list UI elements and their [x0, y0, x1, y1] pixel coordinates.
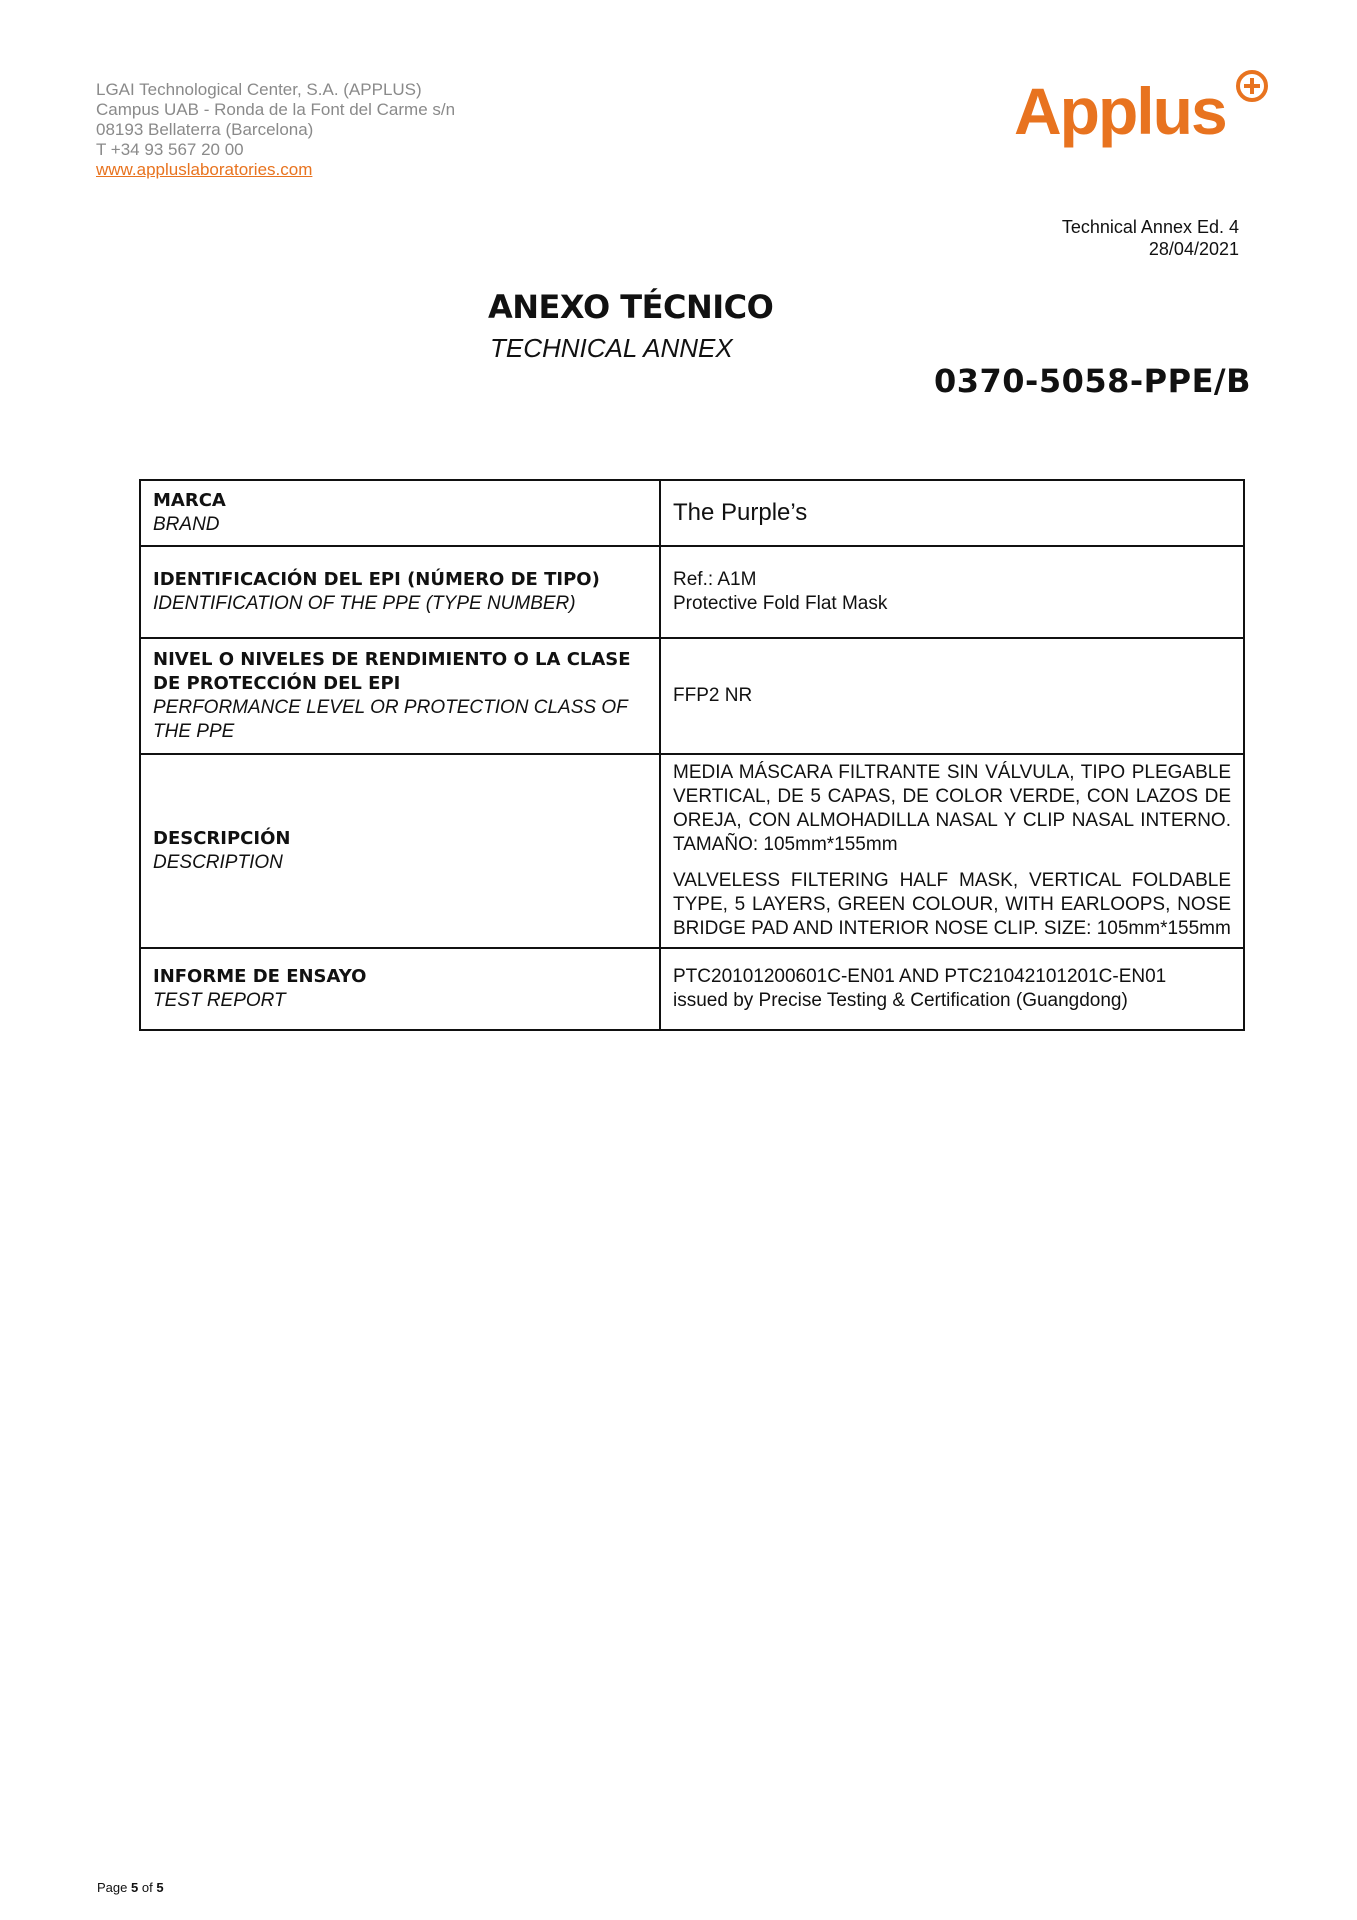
label-en: IDENTIFICATION OF THE PPE (TYPE NUMBER)	[153, 593, 576, 614]
value-cell	[660, 754, 1244, 948]
applus-logo	[1012, 66, 1272, 166]
plus-circle-icon	[1238, 72, 1266, 100]
page-current: 5	[131, 1880, 139, 1895]
label-es: IDENTIFICACIÓN DEL EPI (NÚMERO DE TIPO)	[153, 569, 600, 590]
annex-date: 28/04/2021	[1148, 239, 1239, 259]
table-row-identification	[140, 546, 1244, 638]
label-cell	[140, 638, 660, 754]
label-cell	[140, 546, 660, 638]
page-word: Page	[97, 1880, 128, 1895]
title-english: TECHNICAL ANNEX	[490, 333, 733, 363]
address-line: 08193 Bellaterra (Barcelona)	[96, 120, 314, 139]
test-report-issuer: issued by Precise Testing & Certification (Guangdong)	[673, 990, 1128, 1011]
reference-value: Ref.: A1M	[673, 569, 757, 590]
page-total: 5	[156, 1880, 164, 1895]
annex-edition-block	[1062, 216, 1239, 260]
document-code: 0370-5058-PPE/B	[933, 362, 1251, 400]
title-spanish: ANEXO TÉCNICO	[488, 288, 774, 326]
value-cell	[660, 638, 1244, 754]
label-es: INFORME DE ENSAYO	[153, 966, 367, 987]
label-en: TEST REPORT	[153, 990, 286, 1011]
label-es: NIVEL O NIVELES DE RENDIMIENTO O LA CLASE DE PROTECCIÓN DEL EPI	[153, 649, 631, 694]
label-cell	[140, 754, 660, 948]
logo-wordmark: Applus	[1014, 74, 1226, 148]
label-es: MARCA	[153, 490, 226, 511]
value-cell	[660, 948, 1244, 1030]
page-number	[97, 1880, 164, 1895]
address-line: T +34 93 567 20 00	[96, 140, 244, 159]
address-line: LGAI Technological Center, S.A. (APPLUS)	[96, 80, 422, 99]
of-word: of	[141, 1880, 153, 1895]
technical-annex-table	[139, 479, 1245, 1031]
label-es: DESCRIPCIÓN	[153, 828, 291, 849]
value-cell	[660, 546, 1244, 638]
address-line: Campus UAB - Ronda de la Font del Carme s/n	[96, 100, 456, 119]
table-row-protection-class	[140, 638, 1244, 754]
label-cell	[140, 948, 660, 1030]
table-row-test-report	[140, 948, 1244, 1030]
annex-edition: Technical Annex Ed. 4	[1061, 217, 1239, 237]
description-en: VALVELESS FILTERING HALF MASK, VERTICAL FOLDABLE TYPE, 5 LAYERS, GREEN COLOUR, WITH EARLOOPS, NOSE BRIDGE PAD AND INTERIOR NOSE CLIP. SIZE: 105mm*155mm	[673, 870, 1231, 939]
value-cell	[660, 480, 1244, 546]
description-es: MEDIA MÁSCARA FILTRANTE SIN VÁLVULA, TIPO PLEGABLE VERTICAL, DE 5 CAPAS, DE COLOR VERDE, CON LAZOS DE OREJA, CON ALMOHADILLA NASAL Y CLIP NASAL INTERNO. TAMAÑO: 105mm*155mm	[673, 762, 1231, 855]
website-link[interactable]: www.appluslaboratories.com	[96, 160, 313, 179]
label-en: DESCRIPTION	[153, 852, 283, 873]
product-name-value: Protective Fold Flat Mask	[673, 593, 888, 614]
company-address-block	[96, 80, 455, 180]
label-en: BRAND	[153, 514, 220, 535]
label-en: PERFORMANCE LEVEL OR PROTECTION CLASS OF THE PPE	[153, 697, 628, 742]
table-row-brand	[140, 480, 1244, 546]
brand-value: The Purple’s	[673, 499, 808, 526]
table-row-description	[140, 754, 1244, 948]
label-cell	[140, 480, 660, 546]
test-report-numbers: PTC20101200601C-EN01 AND PTC21042101201C-EN01	[673, 966, 1167, 987]
protection-class-value: FFP2 NR	[673, 685, 753, 706]
